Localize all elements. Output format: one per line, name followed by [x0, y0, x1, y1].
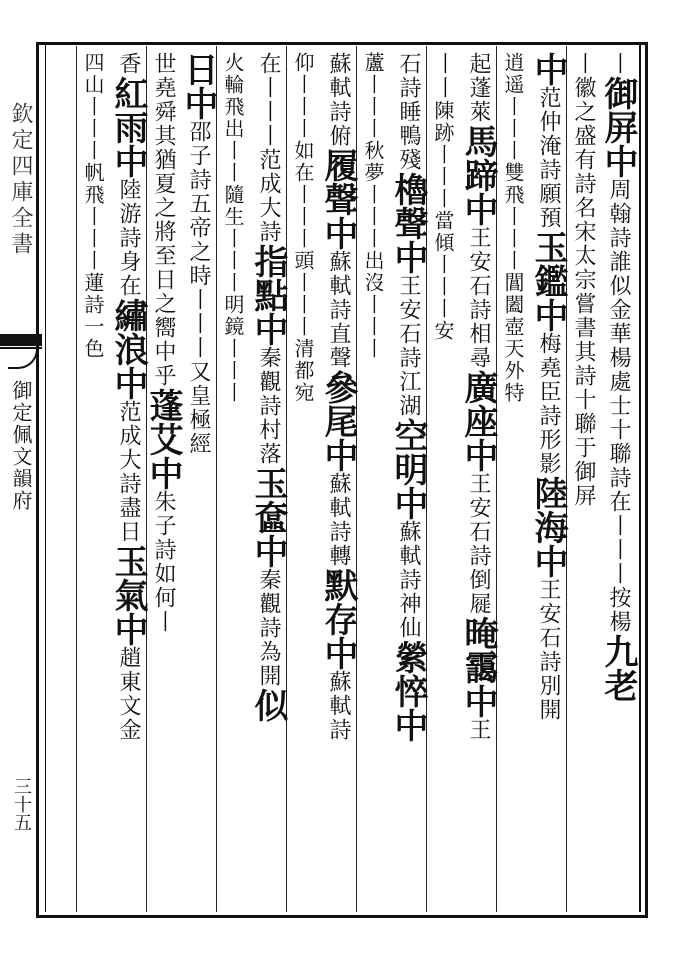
headword: 九老: [598, 634, 638, 702]
citation-text: 起蓬萊: [466, 52, 491, 124]
citation-text: 丨: [571, 52, 596, 76]
headword: 默存中: [318, 568, 358, 670]
citation-text: 蘇軾詩直聲: [326, 250, 351, 370]
citation-text: 王: [466, 718, 491, 742]
citation-text: 如在丨丨丨: [291, 140, 315, 250]
text-column: [108, 52, 148, 912]
text-column: [216, 52, 251, 912]
text-column: [318, 52, 358, 912]
headword: 馬蹄中: [458, 124, 498, 226]
citation-text: 陳跡丨丨丨: [431, 100, 455, 210]
headword: 蓬艾中: [143, 388, 183, 490]
headword: 陸海中: [528, 476, 568, 578]
headword: 御屏中: [598, 76, 638, 178]
text-column: [178, 52, 218, 912]
book-title: 御定佩文韻府: [9, 380, 33, 512]
citation-text: 在丨丨丨范成大詩: [256, 52, 281, 244]
citation-text: 徽之盛有詩名宋太宗嘗書其詩十聯于御屏: [571, 76, 596, 508]
citation-text: 范成大詩盡日: [116, 400, 141, 544]
text-column: [356, 52, 391, 912]
text-column: [426, 52, 461, 912]
column-rule: [76, 46, 77, 912]
headword: 日中: [178, 52, 218, 120]
citation-text: 梅堯臣詩形影: [536, 332, 561, 476]
page-number: 三十五: [11, 777, 32, 831]
citation-text: 石詩睡鴨殘: [396, 52, 421, 172]
text-column: [598, 52, 638, 912]
citation-text: 明鏡丨丨丨: [221, 294, 245, 404]
headword: 晻靄中: [458, 616, 498, 718]
headword: 似: [248, 688, 288, 722]
citation-text: 秦觀詩村落: [256, 346, 281, 466]
headword: 玉奩中: [248, 466, 288, 568]
citation-text: 秋夢丨丨丨: [361, 140, 385, 250]
citation-text: 范仲淹詩願預: [536, 86, 561, 230]
text-column: [143, 52, 183, 912]
text-column: [76, 52, 111, 912]
citation-text: 逍遥丨丨丨: [501, 52, 525, 162]
citation-text: 仰丨丨丨: [291, 52, 315, 140]
text-column: [528, 52, 568, 912]
citation-text: 邵子詩五帝之時丨丨丨又皇極經: [186, 120, 211, 456]
headword: 廣座中: [458, 370, 498, 472]
citation-text: 秦觀詩為開: [256, 568, 281, 688]
citation-text: 丨: [606, 52, 631, 76]
headword: 玉鑑中: [528, 230, 568, 332]
series-title: 欽定四庫全書: [8, 102, 33, 258]
headword: 中: [528, 52, 568, 86]
citation-text: 蘇軾詩轉: [326, 472, 351, 568]
citation-text: 王安石詩倒屣: [466, 472, 491, 616]
citation-text: 蘆丨丨丨: [361, 52, 385, 140]
headword: 空明中: [388, 418, 428, 520]
citation-text: 安: [431, 320, 455, 342]
headword: 縈悴中: [388, 640, 428, 742]
citation-text: 出沒丨丨丨: [361, 250, 385, 360]
citation-text: 世堯舜其猶夏之將至日之嚮中乎: [151, 52, 176, 388]
citation-text: 王安石詩江湖: [396, 274, 421, 418]
headword: 繡浪中: [108, 298, 148, 400]
text-column: [458, 52, 498, 912]
citation-text: 王安石詩別開: [536, 578, 561, 722]
text-column: [496, 52, 531, 912]
text-column: [248, 52, 288, 912]
citation-text: 頭丨丨丨: [291, 250, 315, 338]
citation-text: 王安石詩相尋: [466, 226, 491, 370]
text-column: [286, 52, 321, 912]
headword: 參尾中: [318, 370, 358, 472]
headword: 履聲中: [318, 148, 358, 250]
citation-text: 朱子詩如何丨: [151, 490, 176, 634]
citation-text: 趙東文金: [116, 646, 141, 742]
citation-text: 火輪飛出丨丨: [221, 52, 245, 184]
citation-text: 香: [116, 52, 141, 76]
citation-text: 丨丨: [431, 52, 456, 100]
citation-text: 蓮詩一色: [81, 272, 105, 360]
citation-text: 蘇軾詩: [326, 670, 351, 742]
citation-text: 陸游詩身在: [116, 178, 141, 298]
headword: 指點中: [248, 244, 288, 346]
citation-text: 當傾丨丨丨: [431, 210, 455, 320]
citation-text: 隨生丨丨丨: [221, 184, 245, 294]
headword: 紅雨中: [108, 76, 148, 178]
citation-text: 清都宛: [291, 338, 315, 404]
column-rule: [216, 46, 217, 912]
headword: 玉氣中: [108, 544, 148, 646]
citation-text: 雙飛丨丨丨: [501, 162, 525, 272]
citation-text: 帆飛丨丨丨: [81, 162, 105, 272]
headword: 櫓聲中: [388, 172, 428, 274]
citation-text: 蘇軾詩神仙: [396, 520, 421, 640]
citation-text: 四山丨丨丨: [81, 52, 105, 162]
citation-text: 周翰詩誰似金華楊處士十聯詩在丨丨丨按楊: [606, 178, 631, 634]
citation-text: 蘇軾詩俯: [326, 52, 351, 148]
text-column: [388, 52, 428, 912]
citation-text: 閶闔壺天外特: [501, 272, 525, 404]
text-column: [566, 52, 601, 912]
